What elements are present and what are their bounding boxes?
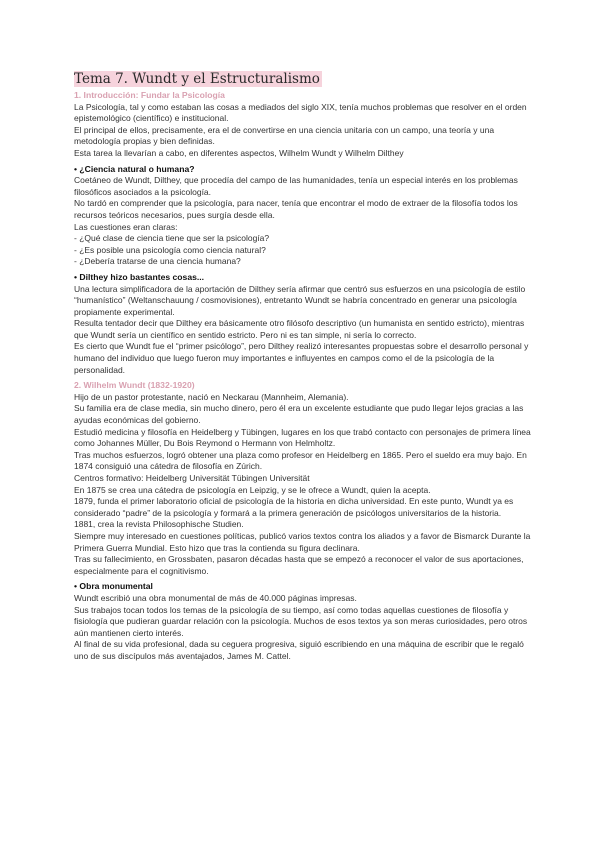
subheading-ciencia-natural: • ¿Ciencia natural o humana? xyxy=(74,163,195,174)
paragraph: Coetáneo de Wundt, Dilthey, que procedía del campo de las humanidades, tenía un especial interés en los problemas filosóficos asociados a la psicología. xyxy=(74,175,518,197)
paragraph: Tras su fallecimiento, en Grossbaten, pasaron décadas hasta que se empezó a reconocer el valor de sus aportaciones, especialmente para el cognitivismo. xyxy=(74,554,524,576)
list-item: - ¿Es posible una psicología como ciencia natural? xyxy=(74,244,266,255)
paragraph: Estudió medicina y filosofía en Heidelberg y Tübingen, lugares en los que trabó contacto con personajes de primera línea como Johannes Müller, Du Bois Reymond o Hermann von Helmholtz. xyxy=(74,426,531,449)
paragraph: Sus trabajos tocan todos los temas de la psicología de su tiempo, así como todas aquellas cuestiones de filosofía y fisiología que pudieran guardar relación con la psicología. Muchos de esos textos ya son meras curiosidades, pero otros aún mantienen cierto interés. xyxy=(74,604,528,638)
paragraph: Las cuestiones eran claras: xyxy=(74,221,178,232)
paragraph: Centros formativo: Heidelberg Universität Tübingen Universität xyxy=(74,473,310,483)
page-title: Tema 7. Wundt y el Estructuralismo xyxy=(74,71,320,87)
paragraph: Su familia era de clase media, sin mucho dinero, pero él era un excelente estudiante que pudo llegar lejos gracias a las ayudas económicas del gobierno. xyxy=(74,403,524,426)
paragraph: Una lectura simplificadora de la aportación de Dilthey sería afirmar que centró sus esfuerzos en una psicología de estilo “humanístico” (Weltanschauung / cosmovisiones), entretanto Wundt se habría concentrado en generar una psicología propiamente experimental. xyxy=(74,283,526,317)
document-page xyxy=(74,70,534,663)
list-item: - ¿Debería tratarse de una ciencia humana? xyxy=(74,256,241,267)
paragraph: Es cierto que Wundt fue el “primer psicólogo”, pero Dilthey realizó interesantes propuestas sobre el desarrollo personal y humano del individuo que luego fueron muy importantes e influyentes en campos como el de la psicología de la personalidad. xyxy=(74,341,529,375)
paragraph: Siempre muy interesado en cuestiones políticas, publicó varios textos contra los aliados y a favor de Bismarck Durante la Primera Guerra Mundial. Esto hizo que tras la contienda su figura declinara. xyxy=(74,530,531,553)
section-wundt-body xyxy=(74,392,534,578)
section-introduccion-body xyxy=(74,102,534,160)
paragraph: 1879, funda el primer laboratorio oficial de psicología de la historia en dicha universidad. En este punto, Wundt ya es considerado “padre” de la psicología y formará a la primera generación de psicólogos universitarios de la historia. xyxy=(74,496,514,518)
list-item: - ¿Qué clase de ciencia tiene que ser la psicología? xyxy=(74,233,270,244)
subsection-ciencia-natural-body xyxy=(74,175,534,268)
paragraph: Esta tarea la llevarían a cabo, en diferentes aspectos, Wilhelm Wundt y Wilhelm Dilthey xyxy=(74,147,404,158)
section-heading-wundt: 2. Wilhelm Wundt (1832-1920) xyxy=(74,380,195,391)
subheading-obra-monumental: • Obra monumental xyxy=(74,581,153,592)
paragraph: Wundt escribió una obra monumental de más de 40.000 páginas impresas. xyxy=(74,592,357,603)
paragraph: La Psicología, tal y como estaban las cosas a mediados del siglo XIX, tenía muchos problemas que resolver en el orden epistemológico (científico) e institucional. xyxy=(74,101,527,124)
paragraph: Tras muchos esfuerzos, logró obtener una plaza como profesor en Heidelberg en 1865. Pero el sueldo era muy bajo. En 1874 consiguió una cátedra de filosofía en Zúrich. xyxy=(74,449,527,472)
subsection-obra-monumental-body xyxy=(74,593,534,663)
paragraph: Hijo de un pastor protestante, nació en Neckarau (Mannheim, Alemania). xyxy=(74,391,349,402)
paragraph: No tardó en comprender que la psicología, para nacer, tenía que encontrar el modo de extraer de la filosofía todos los recursos teóricos necesarios, pues surgía desde ella. xyxy=(74,198,518,220)
subheading-dilthey: • Dilthey hizo bastantes cosas... xyxy=(74,271,205,282)
paragraph: 1881, crea la revista Philosophische Studien. xyxy=(74,519,244,530)
paragraph: En 1875 se crea una cátedra de psicología en Leipzig, y se le ofrece a Wundt, quien la acepta. xyxy=(74,484,431,495)
paragraph: Al final de su vida profesional, dada su ceguera progresiva, siguió escribiendo en una máquina de escribir que le regaló uno de sus discípulos más aventajados, James M. Cattel. xyxy=(74,639,524,661)
subsection-dilthey-body xyxy=(74,284,534,377)
paragraph: El principal de ellos, precisamente, era el de convertirse en una ciencia unitaria con un campo, una teoría y una metodología propias y bien definidas. xyxy=(74,124,495,147)
section-heading-introduccion: 1. Introducción: Fundar la Psicología xyxy=(74,90,225,100)
paragraph: Resulta tentador decir que Dilthey era básicamente otro filósofo descriptivo (un humanista en sentido estricto), mientras que Wundt sería un científico en sentido estricto. Pero ni es tan simple, ni sería lo correcto. xyxy=(74,318,525,340)
